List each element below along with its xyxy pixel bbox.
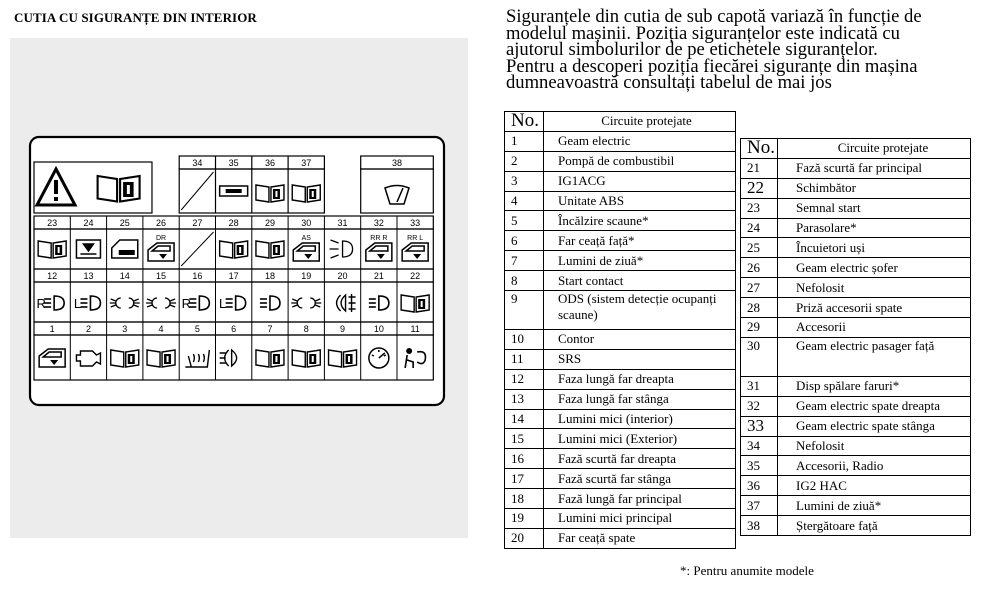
fuse-label: 2: [85, 324, 91, 334]
fuse-number: 23: [741, 198, 778, 218]
circuit-description: IG1ACG: [544, 171, 736, 191]
fuse-number: 29: [741, 318, 778, 338]
fuse-label: 7: [267, 324, 273, 334]
fuse-label: 30: [301, 218, 312, 228]
table-row: [741, 337, 971, 376]
circuit-description: Faza lungă far stânga: [544, 389, 736, 409]
table-header-row: [505, 112, 736, 132]
fuse-label: 4: [158, 324, 164, 334]
fuse-number: 19: [505, 509, 544, 529]
circuit-description: Start contact: [544, 271, 736, 291]
circuit-description: Disp spălare faruri*: [778, 376, 971, 396]
fuse-number: 17: [505, 469, 544, 489]
fuse-label: 1: [49, 324, 55, 334]
table-row: [741, 376, 971, 396]
table-row: [505, 349, 736, 369]
fuse-label: 18: [264, 271, 275, 281]
fuse-number: 34: [741, 436, 778, 456]
circuit-description: Geam electric: [544, 131, 736, 151]
fuse-label: 12: [47, 271, 58, 281]
table-row: [741, 456, 971, 476]
fuse-table-1: [504, 111, 736, 549]
fuse-number: 6: [505, 231, 544, 251]
fuse-number: 12: [505, 369, 544, 389]
fuse-number: 2: [505, 151, 544, 171]
fuse-number: 22: [741, 178, 778, 198]
header-no: No.: [741, 139, 778, 159]
table-row: [741, 178, 971, 198]
circuit-description: Contor: [544, 330, 736, 350]
circuit-description: Faza lungă far dreapta: [544, 369, 736, 389]
intro-paragraph: [506, 6, 976, 93]
fuse-label: 34: [192, 158, 203, 168]
circuit-description: Fază scurtă far stânga: [544, 469, 736, 489]
circuit-description: Unitate ABS: [544, 191, 736, 211]
circuit-description: SRS: [544, 349, 736, 369]
header-circuits: Circuite protejate: [778, 139, 971, 159]
fuse-number: 13: [505, 389, 544, 409]
fuse-number: 1: [505, 131, 544, 151]
circuit-description: Fază scurtă far principal: [778, 158, 971, 178]
fuse-number: 15: [505, 429, 544, 449]
table-row: [505, 429, 736, 449]
lamp-letter: R: [181, 296, 192, 311]
table-row: [505, 231, 736, 251]
table-row: [505, 151, 736, 171]
fuse-label: 20: [337, 271, 348, 281]
fuse-number: 3: [505, 171, 544, 191]
fuse-label: 6: [231, 324, 237, 334]
table-row: [741, 318, 971, 338]
fuse-number: 31: [741, 376, 778, 396]
circuit-description: Accesorii, Radio: [778, 456, 971, 476]
fuse-label: 23: [47, 218, 58, 228]
table-row: [741, 198, 971, 218]
table-header-row: [741, 139, 971, 159]
fuse-label: 17: [228, 271, 239, 281]
lamp-letter: L: [73, 296, 82, 311]
fuse-table-2: [740, 138, 971, 536]
fuse-number: 38: [741, 516, 778, 536]
footnote: *: Pentru anumite modele: [680, 563, 814, 578]
table-row: [505, 469, 736, 489]
fuse-label: 32: [373, 218, 384, 228]
fuse-label: 37: [301, 158, 312, 168]
table-row: [505, 489, 736, 509]
circuit-description: Geam electric șofer: [778, 258, 971, 278]
fuse-label: 29: [264, 218, 275, 228]
table-row: [741, 158, 971, 178]
fuse-label: 13: [83, 271, 94, 281]
intro-line: Siguranțele din cutia de sub capotă variază în funcție de: [506, 6, 922, 27]
circuit-description: IG2 HAC: [778, 476, 971, 496]
fuse-label: 27: [192, 218, 203, 228]
fuse-number: 26: [741, 258, 778, 278]
table-row: [505, 251, 736, 271]
table-row: [741, 516, 971, 536]
lamp-letter: L: [219, 296, 227, 311]
table-row: [741, 416, 971, 436]
fuse-box-drawing: [10, 38, 468, 538]
fuse-number: 16: [505, 449, 544, 469]
circuit-description: Schimbător: [778, 178, 971, 198]
table-row: [505, 330, 736, 350]
fuse-number: 4: [505, 191, 544, 211]
circuit-description: Ștergătoare față: [778, 516, 971, 536]
fuse-label: 9: [340, 324, 346, 334]
fuse-label: 28: [228, 218, 239, 228]
fuse-box-diagram: [10, 38, 468, 538]
table-row: [505, 409, 736, 429]
table-row: [505, 389, 736, 409]
fuse-label: 14: [119, 271, 130, 281]
circuit-description: Pompă de combustibil: [544, 151, 736, 171]
fuse-label: 22: [410, 271, 421, 281]
table-row: [741, 396, 971, 416]
circuit-description: Geam electric spate stânga: [778, 416, 971, 436]
table-row: [741, 496, 971, 516]
fuse-label: 10: [373, 324, 384, 334]
table-row: [505, 131, 736, 151]
fuse-label: 35: [228, 158, 239, 168]
fuse-number: 37: [741, 496, 778, 516]
circuit-description: Lumini de ziuă*: [778, 496, 971, 516]
rear-left-tag: RR L: [407, 235, 424, 242]
fuse-number: 20: [505, 528, 544, 548]
fuse-label: 26: [156, 218, 167, 228]
circuit-description: Priză accesorii spate: [778, 298, 971, 318]
fuse-number: 14: [505, 409, 544, 429]
table-row: [505, 191, 736, 211]
table-row: [505, 211, 736, 231]
table-row: [505, 509, 736, 529]
fuse-label: 16: [192, 271, 203, 281]
table-row: [741, 436, 971, 456]
fuse-number: 7: [505, 251, 544, 271]
circuit-description: Lumini mici principal: [544, 509, 736, 529]
fuse-label: 11: [410, 324, 420, 334]
table-row: [741, 238, 971, 258]
fuse-label: 25: [119, 218, 130, 228]
circuit-description: Geam electric spate dreapta: [778, 396, 971, 416]
fuse-label: 36: [264, 158, 275, 168]
table-row: [505, 528, 736, 548]
fuse-number: 24: [741, 218, 778, 238]
circuit-description: Fază scurtă far dreapta: [544, 449, 736, 469]
intro-line: Pentru a descoperi poziția fiecărei siguranțe din mașina: [506, 55, 918, 77]
table-row: [741, 278, 971, 298]
fuse-label: 15: [156, 271, 167, 281]
intro-line: dumneavoastră consultați tabelul de mai jos: [506, 72, 832, 93]
fuse-number: 32: [741, 396, 778, 416]
circuit-description: Geam electric pasager față: [778, 337, 971, 376]
table-row: [505, 369, 736, 389]
circuit-description: Încălzire scaune*: [544, 211, 736, 231]
circuit-description: Far ceață spate: [544, 528, 736, 548]
table-row: [505, 271, 736, 291]
fuse-number: 11: [505, 349, 544, 369]
fuse-number: 28: [741, 298, 778, 318]
fuse-number: 9: [505, 291, 544, 330]
circuit-description: Încuietori uși: [778, 238, 971, 258]
fuse-number: 30: [741, 337, 778, 376]
circuit-description: Lumini mici (Exterior): [544, 429, 736, 449]
circuit-description: Parasolare*: [778, 218, 971, 238]
fuse-number: 21: [741, 158, 778, 178]
intro-line: ajutorul simbolurilor de pe etichetele siguranțelor.: [506, 39, 878, 60]
fuse-number: 25: [741, 238, 778, 258]
fuse-label: 24: [83, 218, 94, 228]
fuse-number: 27: [741, 278, 778, 298]
circuit-description: Lumini de ziuă*: [544, 251, 736, 271]
table-row: [505, 291, 736, 330]
fuse-label: 21: [373, 271, 384, 281]
fuse-label: 3: [122, 324, 128, 334]
table-row: [741, 258, 971, 278]
table-row: [741, 218, 971, 238]
fuse-number: 35: [741, 456, 778, 476]
fuse-label: 31: [337, 218, 348, 228]
header-circuits: Circuite protejate: [544, 112, 736, 132]
fuse-number: 33: [741, 416, 778, 436]
circuit-description: Fază lungă far principal: [544, 489, 736, 509]
circuit-description: Far ceață față*: [544, 231, 736, 251]
fuse-label: 19: [301, 271, 312, 281]
circuit-description: Lumini mici (interior): [544, 409, 736, 429]
fuse-number: 10: [505, 330, 544, 350]
circuit-description: Nefolosit: [778, 278, 971, 298]
fuse-label: 8: [303, 324, 309, 334]
diagram-title: CUTIA CU SIGURANȚE DIN INTERIOR: [14, 10, 257, 25]
fuse-label: 38: [391, 158, 403, 168]
fuse-number: 5: [505, 211, 544, 231]
driver-tag: DR: [155, 235, 167, 242]
lamp-letter: R: [36, 296, 46, 311]
fuse-label: 5: [194, 324, 200, 334]
circuit-description: ODS (sistem detecție ocupanți scaune): [544, 291, 736, 330]
circuit-description: Accesorii: [778, 318, 971, 338]
rear-right-tag: RR R: [370, 235, 388, 242]
fuse-number: 36: [741, 476, 778, 496]
intro-line: modelul mașinii. Poziția siguranțelor este indicată cu: [506, 22, 900, 44]
passenger-tag: AS: [301, 235, 311, 242]
table-row: [741, 298, 971, 318]
fuse-label: 33: [410, 218, 421, 228]
table-row: [505, 449, 736, 469]
table-row: [741, 476, 971, 496]
circuit-description: Nefolosit: [778, 436, 971, 456]
fuse-number: 18: [505, 489, 544, 509]
table-row: [505, 171, 736, 191]
fuse-number: 8: [505, 271, 544, 291]
circuit-description: Semnal start: [778, 198, 971, 218]
header-no: No.: [505, 112, 544, 132]
